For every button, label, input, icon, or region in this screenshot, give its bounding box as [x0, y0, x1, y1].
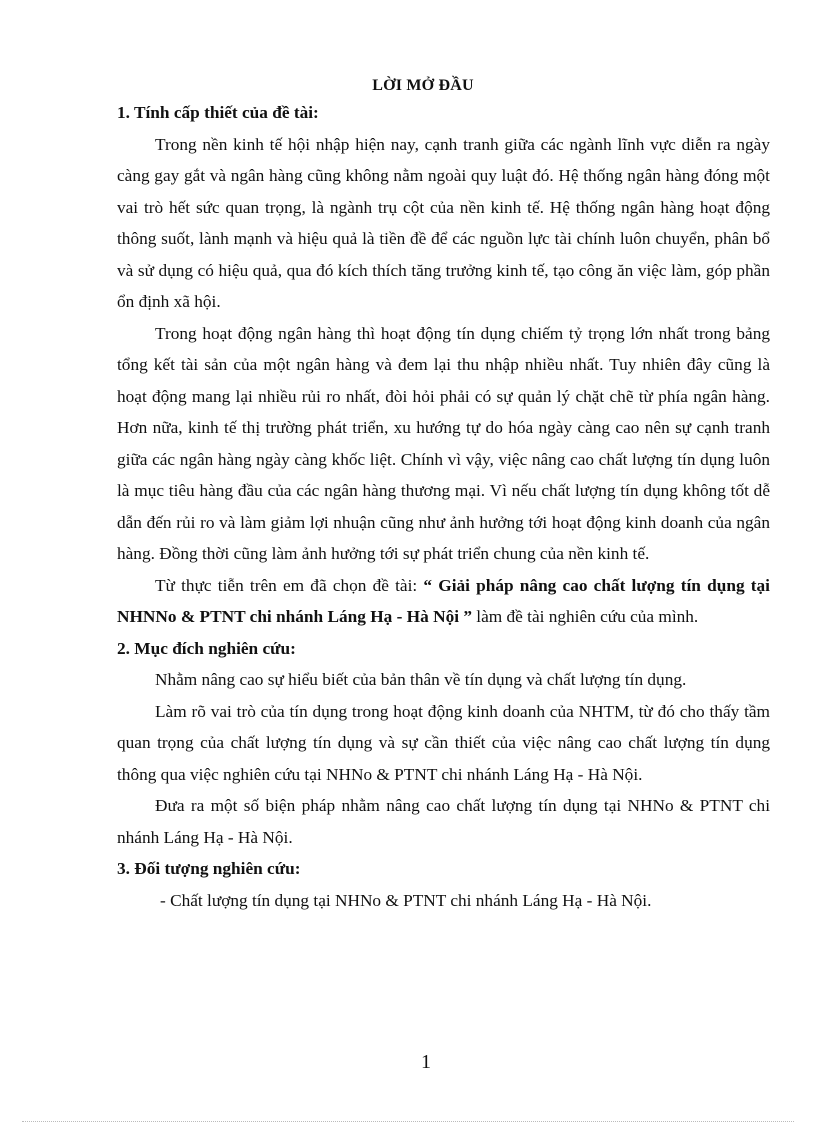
- topic-title: “ Giải pháp nâng cao chất lượng tín dụng tại NHNNo & PTNT chi nhánh Láng Hạ - Hà Nội ”: [117, 575, 770, 626]
- topic-paragraph: [117, 570, 770, 633]
- paragraph: Trong nền kinh tế hội nhập hiện nay, cạnh tranh giữa các ngành lĩnh vực diễn ra ngày càng gay gắt và ngân hàng cũng không nằm ngoài quy luật đó. Hệ thống ngân hàng đóng một vai trò hết sức quan trọng, là ngành trụ cột của nền kinh tế. Hệ thống ngân hàng hoạt động thông suốt, lành mạnh và hiệu quả là tiền đề để các nguồn lực tài chính luôn chuyển, phân bổ và sử dụng có hiệu quả, qua đó kích thích tăng trưởng kinh tế, tạo công ăn việc làm, góp phần ổn định xã hội.: [117, 134, 770, 311]
- section-heading: 2. Mục đích nghiên cứu:: [117, 638, 296, 658]
- topic-outro: làm đề tài nghiên cứu của mình.: [471, 607, 699, 626]
- section-heading: 3. Đối tượng nghiên cứu:: [117, 859, 301, 878]
- document-body: [117, 97, 770, 916]
- section-heading: 1. Tính cấp thiết của đề tài:: [117, 103, 319, 122]
- paragraph: Đưa ra một số biện pháp nhằm nâng cao chất lượng tín dụng tại NHNo & PTNT chi nhánh Láng Hạ - Hà Nội.: [117, 796, 770, 847]
- paragraph: Trong hoạt động ngân hàng thì hoạt động tín dụng chiếm tỷ trọng lớn nhất trong bảng tổng kết tài sản của một ngân hàng và đem lại thu nhập nhiều nhất. Tuy nhiên đây cũng là hoạt động mang lại nhiều rủi ro nhất, đòi hỏi phải có sự quản lý chặt chẽ từ phía ngân hàng. Hơn nữa, kinh tế thị trường phát triển, xu hướng tự do hóa ngày càng cao nên sự cạnh tranh giữa các ngân hàng ngày càng khốc liệt. Chính vì vậy, việc nâng cao chất lượng tín dụng luôn là mục tiêu hàng đầu của các ngân hàng thương mại. Vì nếu chất lượng tín dụng không tốt dễ dẫn đến rủi ro và làm giảm lợi nhuận cũng như ảnh hưởng tới hoạt động kinh doanh của ngân hàng. Đồng thời cũng làm ảnh hưởng tới sự phát triển chung của nền kinh tế.: [117, 323, 770, 563]
- paragraph: Nhằm nâng cao sự hiểu biết của bản thân về tín dụng và chất lượng tín dụng.: [155, 670, 687, 689]
- paragraph: - Chất lượng tín dụng tại NHNo & PTNT chi nhánh Láng Hạ - Hà Nội.: [160, 890, 652, 910]
- topic-intro: Từ thực tiễn trên em đã chọn đề tài:: [155, 575, 424, 595]
- paragraph: Làm rõ vai trò của tín dụng trong hoạt động kinh doanh của NHTM, từ đó cho thấy tầm quan trọng của chất lượng tín dụng và sự cần thiết của việc nâng cao chất lượng tín dụng thông qua việc nghiên cứu tại NHNo & PTNT chi nhánh Láng Hạ - Hà Nội.: [117, 701, 770, 784]
- page-title: LỜI MỞ ĐẦU: [372, 77, 474, 94]
- page-number: 1: [421, 1051, 431, 1073]
- page-divider: [22, 1121, 794, 1122]
